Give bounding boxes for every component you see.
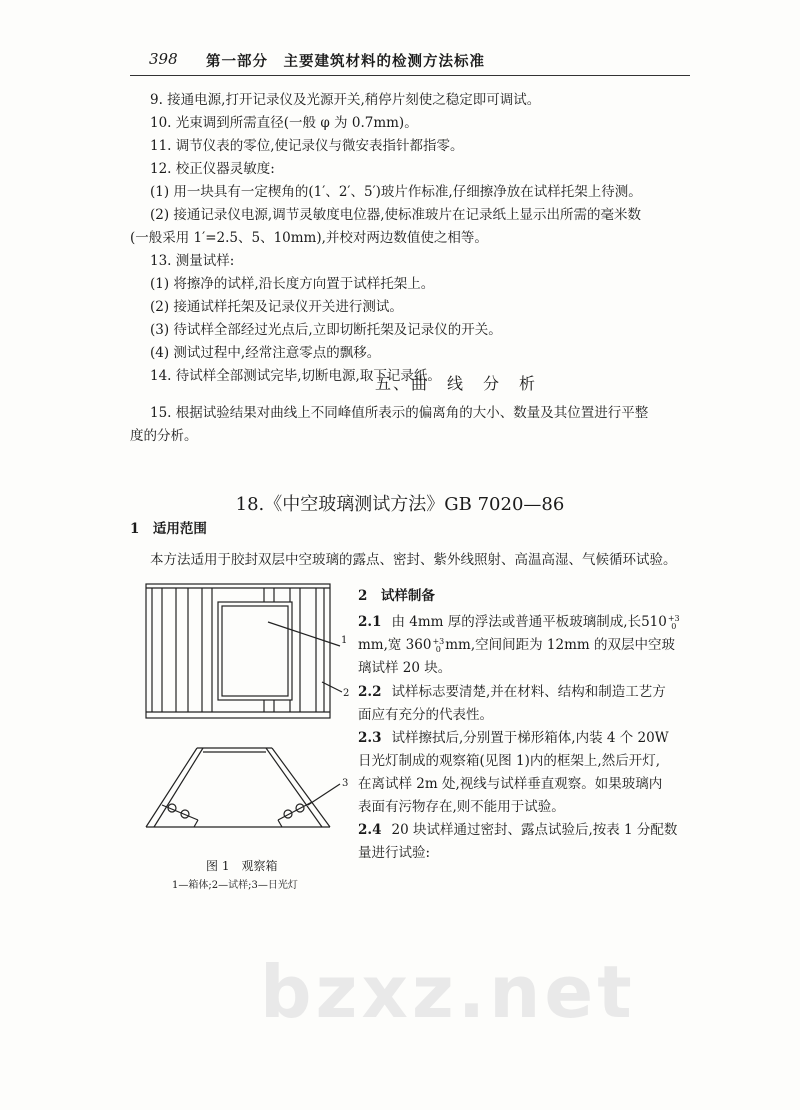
para-2-2	[358, 683, 680, 701]
figure-label-1: 1	[341, 635, 348, 646]
para-text: mm,宽 360	[358, 637, 432, 653]
para-2-3-line3: 在离试样 2m 处,视线与试样垂直观察。如果玻璃内	[358, 776, 663, 792]
figure-label-2: 2	[343, 688, 350, 699]
step-12: 12. 校正仪器灵敏度:	[150, 161, 275, 177]
step-13: 13. 测量试样:	[150, 253, 235, 269]
para-2-3	[358, 729, 680, 747]
section-1-text: 本方法适用于胶封双层中空玻璃的露点、密封、紫外线照射、高温高湿、气候循环试验。	[150, 552, 677, 568]
step-15-cont: 度的分析。	[130, 428, 198, 444]
para-text: 试样擦拭后,分别置于梯形箱体,内装 4 个 20W	[391, 730, 669, 746]
step-13-4: (4) 测试过程中,经常注意零点的飘移。	[150, 345, 381, 361]
para-2-1-line3: 璃试样 20 块。	[358, 660, 452, 676]
para-2-1-line2	[358, 636, 680, 654]
para-text: 由 4mm 厚的浮法或普通平板玻璃制成,长510	[391, 614, 667, 630]
step-12-1: (1) 用一块具有一定楔角的(1′、2′、5′)玻片作标准,仔细擦净放在试样托架上待测。	[150, 184, 642, 200]
running-header: 第一部分 主要建筑材料的检测方法标准	[206, 53, 485, 70]
step-14: 14. 待试样全部测试完毕,切断电源,取下记录纸。	[150, 368, 441, 384]
para-2-3-line2: 日光灯制成的观察箱(见图 1)内的框架上,然后开灯,	[358, 753, 660, 769]
para-text: 20 块试样通过密封、露点试验后,按表 1 分配数	[391, 822, 678, 838]
para-number: 2.3	[358, 730, 382, 746]
step-12-2-cont: (一般采用 1′=2.5、5、10mm),并校对两边数值使之相等。	[130, 230, 488, 246]
para-number: 2.1	[358, 614, 382, 630]
page-number: 398	[149, 50, 178, 68]
step-15: 15. 根据试验结果对曲线上不同峰值所表示的偏离角的大小、数量及其位置进行平整	[150, 405, 649, 421]
section-heading-curve-analysis: 五、曲 线 分 析	[375, 374, 538, 393]
para-number: 2.4	[358, 822, 382, 838]
step-12-2: (2) 接通记录仪电源,调节灵敏度电位器,使标准玻片在记录纸上显示出所需的毫米数	[150, 207, 641, 223]
para-2-3-line4: 表面有污物存在,则不能用于试验。	[358, 799, 565, 815]
para-2-4-line2: 量进行试验:	[358, 845, 431, 861]
para-2-1	[358, 613, 680, 631]
step-9: 9. 接通电源,打开记录仪及光源开关,稍停片刻使之稳定即可调试。	[150, 92, 541, 108]
para-2-2-line2: 面应有充分的代表性。	[358, 707, 493, 723]
tolerance-upper: +3	[432, 636, 445, 646]
para-text: mm,空间间距为 12mm 的双层中空玻	[445, 637, 676, 653]
step-13-2: (2) 接通试样托架及记录仪开关进行测试。	[150, 299, 403, 315]
para-text: 试样标志要清楚,并在材料、结构和制造工艺方	[391, 684, 666, 700]
step-13-3: (3) 待试样全部经过光点后,立即切断托架及记录仪的开关。	[150, 322, 502, 338]
tolerance	[668, 615, 680, 631]
tolerance	[432, 638, 444, 654]
step-11: 11. 调节仪表的零位,使记录仪与微安表指针都指零。	[150, 138, 464, 154]
tolerance-lower: 0	[671, 621, 677, 631]
section-1-heading: 1 适用范围	[130, 521, 207, 537]
figure-observation-box	[140, 580, 350, 850]
tolerance-lower: 0	[435, 644, 441, 654]
step-10: 10. 光束调到所需直径(一般 φ 为 0.7mm)。	[150, 115, 418, 131]
tolerance-upper: +3	[667, 613, 680, 623]
watermark: bzxz.net	[260, 950, 636, 1034]
step-13-1: (1) 将擦净的试样,沿长度方向置于试样托架上。	[150, 276, 435, 292]
figure-caption: 图 1 观察箱	[206, 859, 278, 873]
figure-legend: 1—箱体;2—试样;3—日光灯	[172, 880, 298, 891]
para-number: 2.2	[358, 684, 382, 700]
figure-label-3: 3	[342, 778, 349, 789]
standard-title: 18.《中空玻璃测试方法》GB 7020—86	[235, 494, 565, 515]
para-2-4	[358, 821, 680, 839]
section-2-heading: 2 试样制备	[358, 588, 435, 604]
header-rule	[130, 75, 690, 76]
